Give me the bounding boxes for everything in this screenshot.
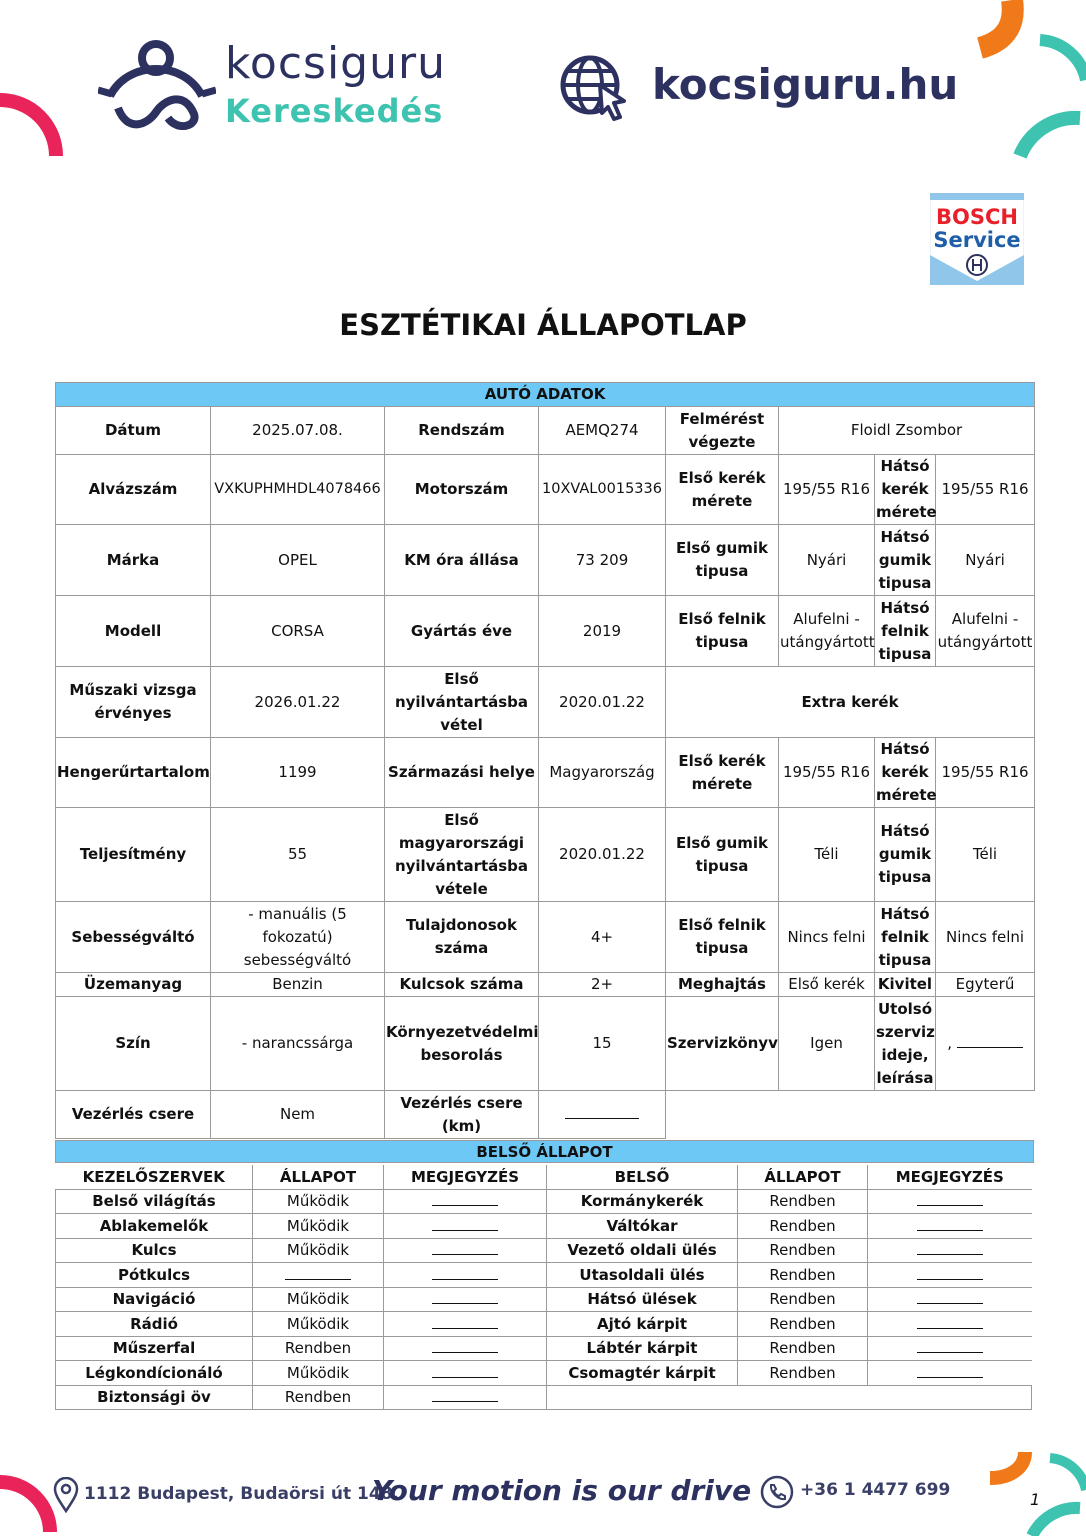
kezeloszerv-state: [253, 1263, 384, 1288]
header-belso: BELSŐ: [547, 1165, 738, 1189]
footer-phone: +36 1 4477 699: [800, 1480, 951, 1500]
label-extra-elso-kerek: Első kerék mérete: [666, 738, 779, 808]
belso-name: Utasoldali ülés: [547, 1263, 738, 1288]
belso-note: [868, 1312, 1032, 1337]
phone-icon: [760, 1475, 794, 1509]
label-hatso-gumi: Hátsó gumik tipusa: [875, 525, 936, 596]
header-megjegyzes-right: MEGJEGYZÉS: [868, 1165, 1032, 1189]
value-kivitel: Egyterű: [936, 973, 1035, 997]
kezeloszerv-state: Működik: [253, 1361, 384, 1386]
blank-line: [917, 1365, 983, 1378]
kezeloszerv-state: Rendben: [253, 1336, 384, 1361]
value-hatso-kerek: 195/55 R16: [936, 455, 1035, 525]
belso-name: Csomagtér kárpit: [547, 1361, 738, 1386]
kezeloszerv-note: [384, 1238, 547, 1263]
label-kulcsok: Kulcsok száma: [385, 973, 539, 997]
kezeloszerv-state: Működik: [253, 1312, 384, 1337]
bosch-service-badge: [930, 193, 1024, 285]
value-extra-hatso-gumi: Téli: [936, 808, 1035, 902]
label-szervizkonyv: Szervizkönyv: [666, 997, 779, 1091]
kezeloszerv-state: Működik: [253, 1214, 384, 1239]
belso-note: [868, 1238, 1032, 1263]
value-szin: - narancssárga: [211, 997, 385, 1091]
empty-cell: [547, 1385, 1032, 1410]
location-pin-icon: [52, 1477, 80, 1513]
label-extra-hatso-kerek: Hátsó kerék mérete: [875, 738, 936, 808]
belso-note: [868, 1287, 1032, 1312]
value-szarmazas: Magyarország: [539, 738, 666, 808]
blank-line: [285, 1267, 351, 1280]
table-row: [56, 1189, 1032, 1214]
footer-slogan: Your motion is our drive: [372, 1474, 752, 1507]
kezeloszerv-name: Ablakemelők: [56, 1214, 253, 1239]
table-row: [56, 1361, 1032, 1386]
label-szarmazas: Származási helye: [385, 738, 539, 808]
blank-line: [432, 1340, 498, 1353]
table-row: [56, 1214, 1032, 1239]
value-hatso-felni: Alufelni - utángyártott: [936, 596, 1035, 667]
value-vezerles-km: [539, 1091, 666, 1139]
blank-line: [917, 1316, 983, 1329]
label-magyar-nyilvantartas: Első magyarországi nyilvántartásba vétele: [385, 808, 539, 902]
belso-name: Hátsó ülések: [547, 1287, 738, 1312]
belso-state: Rendben: [738, 1189, 868, 1214]
blank-line: [917, 1291, 983, 1304]
value-alvazszam: VXKUPHMHDL4078466: [211, 455, 385, 525]
label-teljesitmeny: Teljesítmény: [56, 808, 211, 902]
value-rendszam: AEMQ274: [539, 407, 666, 455]
value-teljesitmeny: 55: [211, 808, 385, 902]
section-band-belso: BELSŐ ÁLLAPOT: [55, 1140, 1034, 1163]
kezeloszerv-state: Működik: [253, 1238, 384, 1263]
label-km: KM óra állása: [385, 525, 539, 596]
belso-note: [868, 1361, 1032, 1386]
globe-cursor-icon: [560, 55, 628, 123]
value-elso-gumi: Nyári: [779, 525, 875, 596]
belso-state: Rendben: [738, 1263, 868, 1288]
belso-name: Kormánykerék: [547, 1189, 738, 1214]
belso-state: Rendben: [738, 1361, 868, 1386]
label-uzemanyag: Üzemanyag: [56, 973, 211, 997]
corner-decoration-top-right: [970, 0, 1086, 170]
kezeloszerv-state: Rendben: [253, 1385, 384, 1410]
belso-state: Rendben: [738, 1287, 868, 1312]
belso-state: Rendben: [738, 1238, 868, 1263]
blank-line: [917, 1242, 983, 1255]
belso-name: Vezető oldali ülés: [547, 1238, 738, 1263]
label-datum: Dátum: [56, 407, 211, 455]
logo-subtitle: Kereskedés: [225, 92, 444, 130]
belso-name: Ajtó kárpit: [547, 1312, 738, 1337]
value-marka: OPEL: [211, 525, 385, 596]
kezeloszerv-note: [384, 1361, 547, 1386]
label-alvazszam: Alvázszám: [56, 455, 211, 525]
value-extra-elso-felni: Nincs felni: [779, 902, 875, 973]
value-uzemanyag: Benzin: [211, 973, 385, 997]
table-row: [56, 1336, 1032, 1361]
auto-data-table: [55, 382, 1035, 1139]
logo-wordmark: kocsiguru: [225, 38, 446, 89]
value-elso-nyilvantartas: 2020.01.22: [539, 667, 666, 738]
label-vezerles-km: Vezérlés csere (km): [385, 1091, 539, 1139]
kezeloszerv-state: Működik: [253, 1189, 384, 1214]
label-elso-felni: Első felnik tipusa: [666, 596, 779, 667]
blank-line: [917, 1267, 983, 1280]
label-extra-hatso-felni: Hátsó felnik tipusa: [875, 902, 936, 973]
kezeloszerv-name: Kulcs: [56, 1238, 253, 1263]
kezeloszerv-note: [384, 1287, 547, 1312]
footer-address: 1112 Budapest, Budaörsi út 148.: [84, 1484, 399, 1504]
bosch-label: BOSCH: [936, 205, 1018, 229]
value-modell: CORSA: [211, 596, 385, 667]
label-extra-hatso-gumi: Hátsó gumik tipusa: [875, 808, 936, 902]
blank-line: [565, 1106, 639, 1119]
belso-state: Rendben: [738, 1312, 868, 1337]
header-allapot-right: ÁLLAPOT: [738, 1165, 868, 1189]
header-kezeloszervek: KEZELŐSZERVEK: [56, 1165, 253, 1189]
label-meghajtas: Meghajtás: [666, 973, 779, 997]
corner-decoration-top-left: [0, 0, 80, 170]
label-extra-elso-felni: Első felnik tipusa: [666, 902, 779, 973]
value-utolso-szerviz: [936, 997, 1035, 1091]
label-hatso-felni: Hátsó felnik tipusa: [875, 596, 936, 667]
value-extra-elso-gumi: Téli: [779, 808, 875, 902]
value-kulcsok: 2+: [539, 973, 666, 997]
label-hatso-kerek: Hátsó kerék mérete: [875, 455, 936, 525]
blank-line: [432, 1267, 498, 1280]
value-magyar-nyilvantartas: 2020.01.22: [539, 808, 666, 902]
label-marka: Márka: [56, 525, 211, 596]
belso-note: [868, 1214, 1032, 1239]
label-kornyezetvedelmi: Környezetvédelmi besorolás: [385, 997, 539, 1091]
table-row: [56, 1238, 1032, 1263]
value-felmeres: Floidl Zsombor: [779, 407, 1035, 455]
blank-line: [432, 1193, 498, 1206]
label-vezerles-csere: Vezérlés csere: [56, 1091, 211, 1139]
label-szin: Szín: [56, 997, 211, 1091]
blank-line: [432, 1316, 498, 1329]
value-hatso-gumi: Nyári: [936, 525, 1035, 596]
service-label: Service: [933, 228, 1021, 252]
belso-note: [868, 1189, 1032, 1214]
label-extra-kerek: Extra kerék: [666, 667, 1035, 738]
empty-cell: [666, 1091, 1035, 1139]
label-modell: Modell: [56, 596, 211, 667]
label-muszaki-vizsga: Műszaki vizsga érvényes: [56, 667, 211, 738]
value-szervizkonyv: Igen: [779, 997, 875, 1091]
blank-line: [917, 1218, 983, 1231]
belso-state: Rendben: [738, 1214, 868, 1239]
value-extra-hatso-felni: Nincs felni: [936, 902, 1035, 973]
blank-line: [432, 1365, 498, 1378]
table-row: [56, 1287, 1032, 1312]
kezeloszerv-name: Biztonsági öv: [56, 1385, 253, 1410]
label-gyartas: Gyártás éve: [385, 596, 539, 667]
belso-allapot-table: [55, 1165, 1032, 1410]
value-hengerurtartalom: 1199: [211, 738, 385, 808]
table-row: [56, 1385, 1032, 1410]
blank-line: [917, 1193, 983, 1206]
value-motorszam: 10XVAL0015336: [539, 455, 666, 525]
value-vezerles-csere: Nem: [211, 1091, 385, 1139]
utolso-szerviz-text: ,: [947, 1034, 953, 1052]
label-elso-nyilvantartas: Első nyilvántartásba vétel: [385, 667, 539, 738]
blank-line: [432, 1291, 498, 1304]
blank-line: [957, 1035, 1023, 1048]
kezeloszerv-note: [384, 1336, 547, 1361]
belso-name: Váltókar: [547, 1214, 738, 1239]
kezeloszerv-note: [384, 1214, 547, 1239]
label-elso-kerek: Első kerék mérete: [666, 455, 779, 525]
label-kivitel: Kivitel: [875, 973, 936, 997]
table-row: [56, 1263, 1032, 1288]
blank-line: [432, 1389, 498, 1402]
label-motorszam: Motorszám: [385, 455, 539, 525]
kezeloszerv-state: Működik: [253, 1287, 384, 1312]
belso-note: [868, 1336, 1032, 1361]
kezeloszerv-name: Navigáció: [56, 1287, 253, 1312]
kezeloszerv-name: Rádió: [56, 1312, 253, 1337]
value-kornyezetvedelmi: 15: [539, 997, 666, 1091]
kocsiguru-logo-icon: [98, 40, 216, 130]
value-elso-kerek: 195/55 R16: [779, 455, 875, 525]
header-megjegyzes-left: MEGJEGYZÉS: [384, 1165, 547, 1189]
value-tulajdonosok: 4+: [539, 902, 666, 973]
section-band-auto: AUTÓ ADATOK: [56, 383, 1035, 407]
website-text: kocsiguru.hu: [652, 60, 959, 109]
belso-state: Rendben: [738, 1336, 868, 1361]
kezeloszerv-note: [384, 1312, 547, 1337]
value-extra-elso-kerek: 195/55 R16: [779, 738, 875, 808]
page-number: 1: [1030, 1490, 1041, 1509]
blank-line: [917, 1340, 983, 1353]
kezeloszerv-name: Pótkulcs: [56, 1263, 253, 1288]
label-rendszam: Rendszám: [385, 407, 539, 455]
value-elso-felni: Alufelni - utángyártott: [779, 596, 875, 667]
value-extra-hatso-kerek: 195/55 R16: [936, 738, 1035, 808]
label-elso-gumi: Első gumik tipusa: [666, 525, 779, 596]
kezeloszerv-note: [384, 1263, 547, 1288]
value-muszaki-vizsga: 2026.01.22: [211, 667, 385, 738]
label-tulajdonosok: Tulajdonosok száma: [385, 902, 539, 973]
header-allapot-left: ÁLLAPOT: [253, 1165, 384, 1189]
value-gyartas: 2019: [539, 596, 666, 667]
kezeloszerv-name: Légkondícionáló: [56, 1361, 253, 1386]
page-title: ESZTÉTIKAI ÁLLAPOTLAP: [339, 308, 747, 342]
label-felmeres: Felmérést végezte: [666, 407, 779, 455]
value-meghajtas: Első kerék: [779, 973, 875, 997]
blank-line: [432, 1218, 498, 1231]
kezeloszerv-note: [384, 1385, 547, 1410]
belso-name: Lábtér kárpit: [547, 1336, 738, 1361]
kezeloszerv-name: Belső világítás: [56, 1189, 253, 1214]
blank-line: [432, 1242, 498, 1255]
label-hengerurtartalom: Hengerűrtartalom: [56, 738, 211, 808]
kezeloszerv-name: Műszerfal: [56, 1336, 253, 1361]
label-sebessegvalto: Sebességváltó: [56, 902, 211, 973]
value-km: 73 209: [539, 525, 666, 596]
value-datum: 2025.07.08.: [211, 407, 385, 455]
kezeloszerv-note: [384, 1189, 547, 1214]
label-utolso-szerviz: Utolsó szerviz ideje, leírása: [875, 997, 936, 1091]
table-row: [56, 1312, 1032, 1337]
value-sebessegvalto: - manuális (5 fokozatú) sebességváltó: [211, 902, 385, 973]
belso-note: [868, 1263, 1032, 1288]
label-extra-elso-gumi: Első gumik tipusa: [666, 808, 779, 902]
